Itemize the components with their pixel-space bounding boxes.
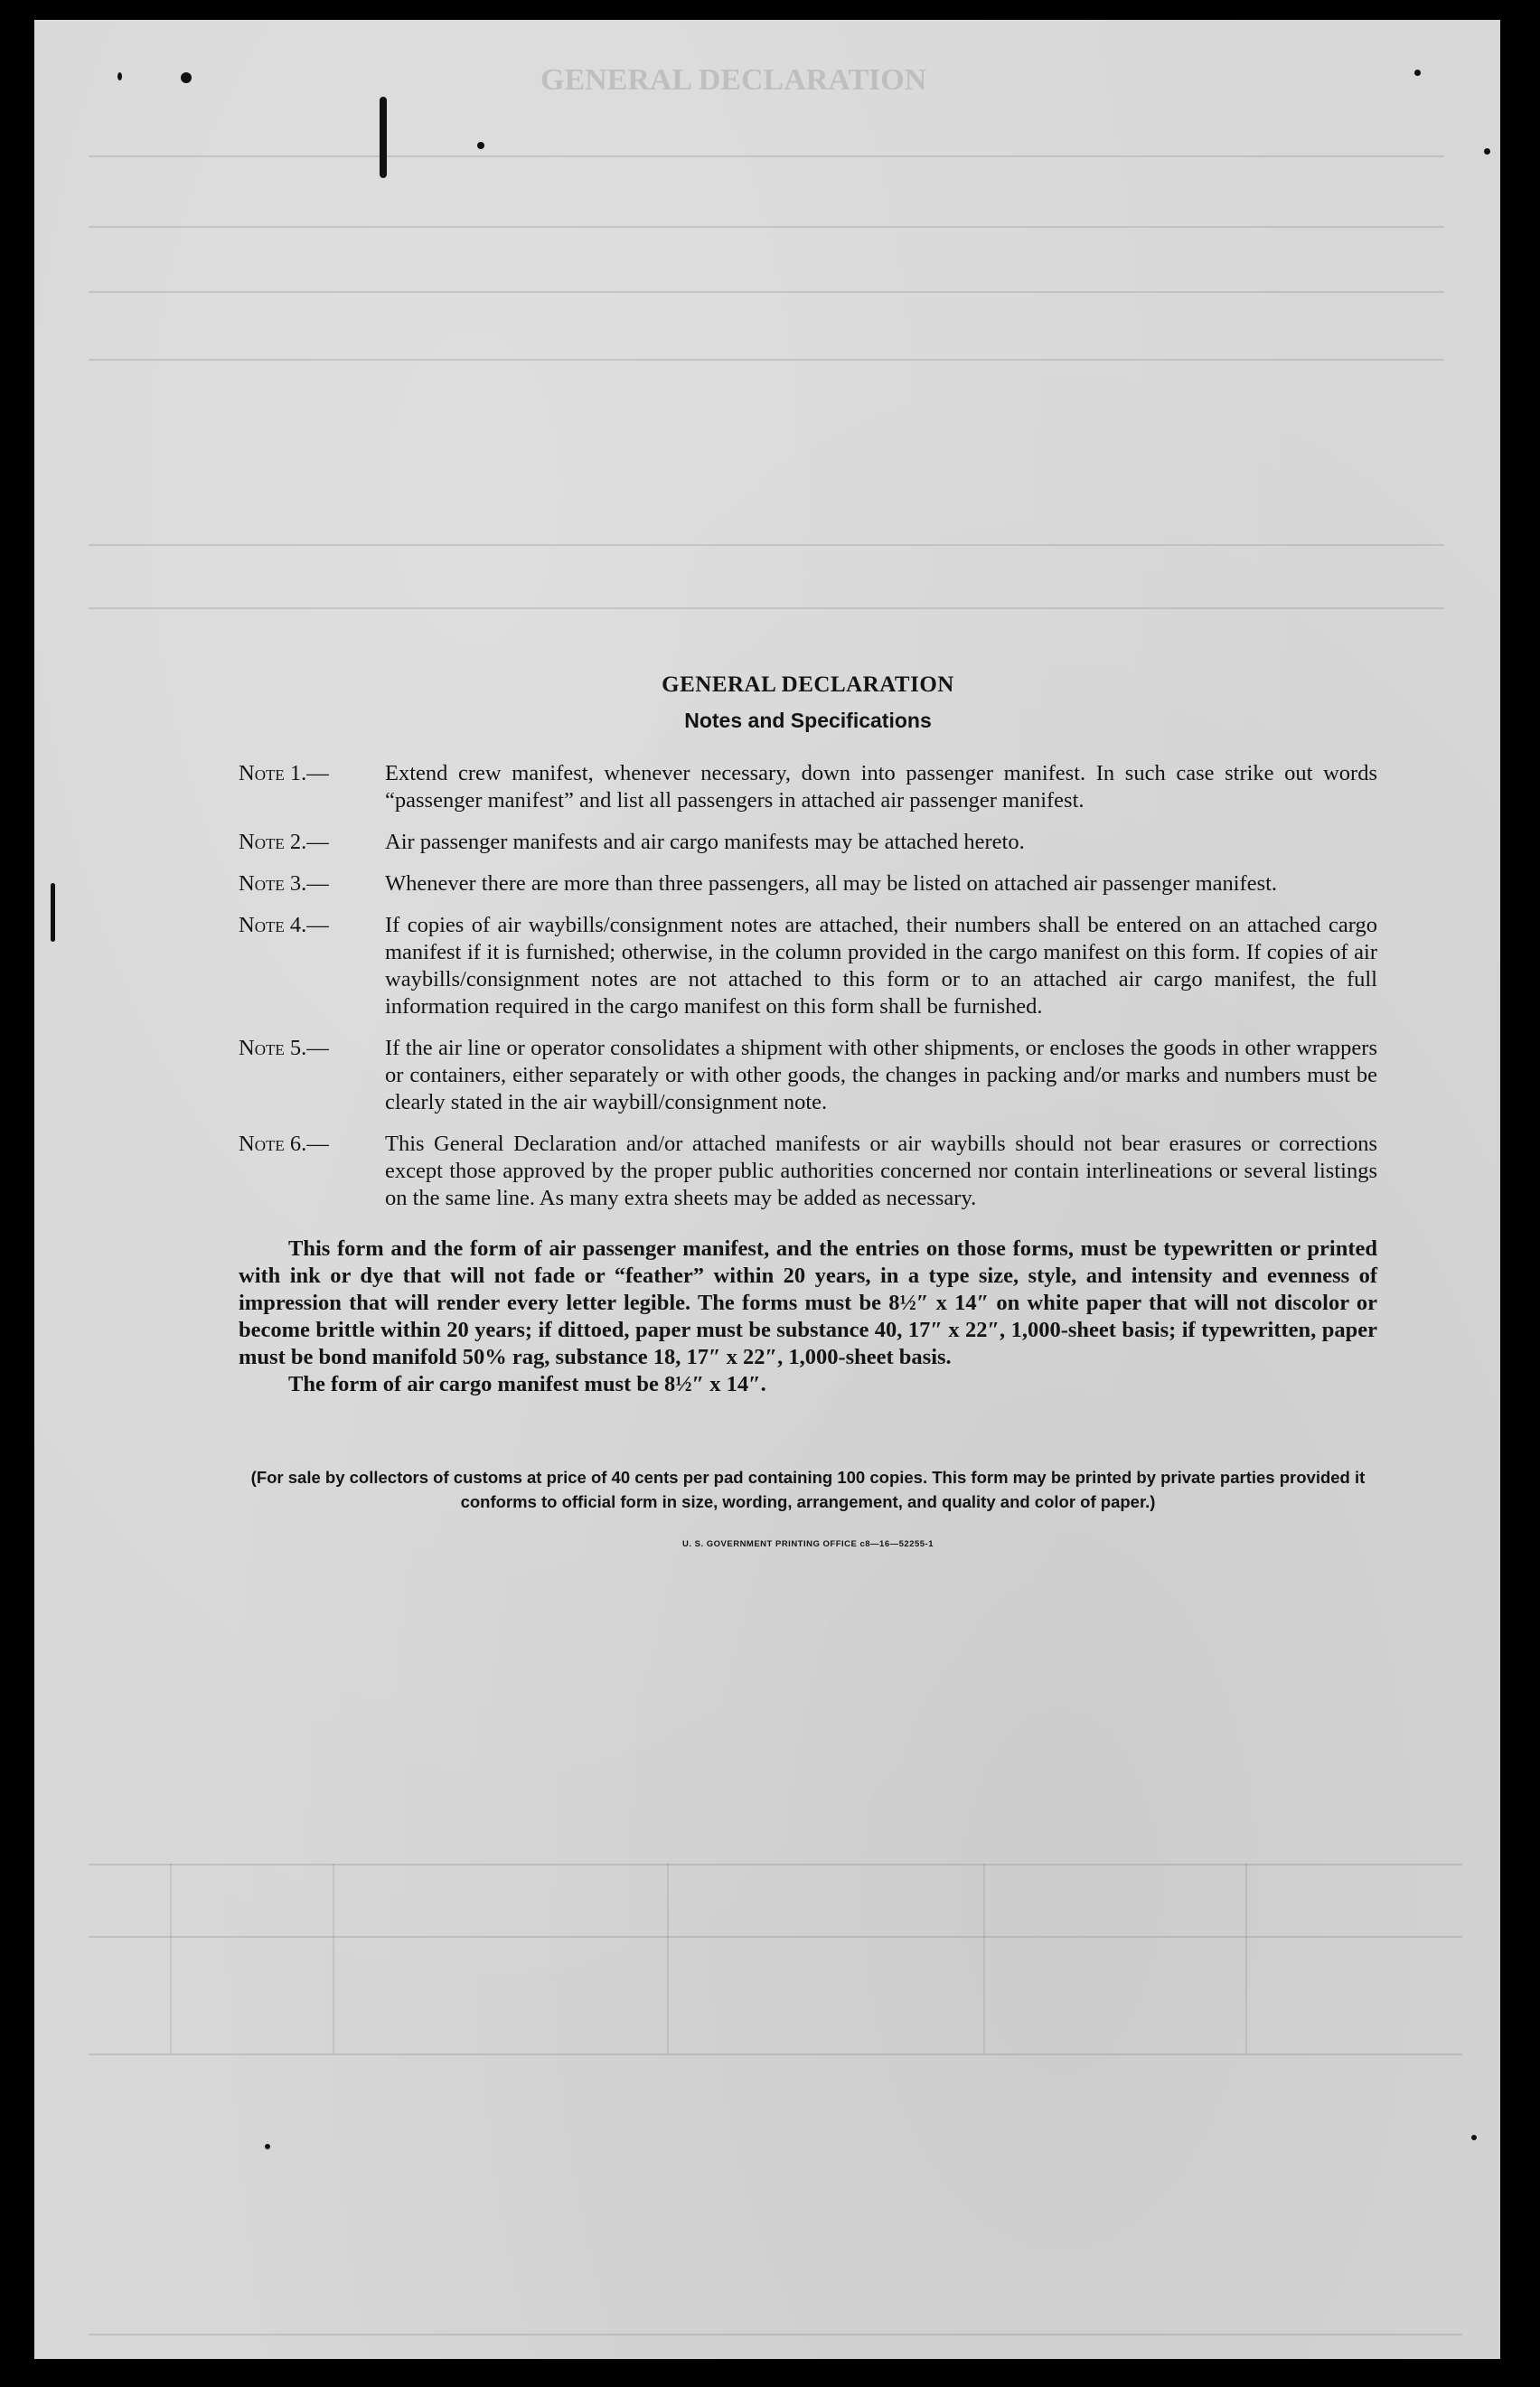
bleed-through-line [89,1864,1462,1865]
note-text: If the air line or operator consolidates a shipment with other shipments, or encloses the goods in other wrappers or containers, either separately or with other goods, the changes in packing and/or marks and numbers must be clearly stated in the air waybill/consignment note. [385,1036,1377,1114]
bleed-through-line [89,1936,1462,1938]
bleed-through-line [1245,1864,1247,2053]
note-2 [239,829,1377,856]
page-subtitle: Notes and Specifications [684,709,932,732]
bleed-through-line [89,359,1444,361]
cargo-manifest-size: The form of air cargo manifest must be 8½″ x 14″. [288,1372,766,1396]
ink-speck [477,142,484,149]
bleed-through-line [333,1864,334,2053]
ink-speck [1471,2135,1477,2140]
note-label: Note 2.— [239,830,329,854]
sale-notice: (For sale by collectors of customs at price of 40 cents per pad containing 100 copies. This form may be printed by private parties provided it conforms to official form in size, wording, arrangement, and quality and color of paper.) [250,1468,1366,1511]
ink-mark [380,97,387,178]
ink-speck [265,2144,270,2149]
bleed-through-line [89,2334,1462,2335]
note-3 [239,870,1377,897]
ink-speck [1484,148,1490,155]
notes-and-specifications [239,672,1377,1549]
form-requirements-paragraph: This form and the form of air passenger manifest, and the entries on those forms, must be typewritten or printed with ink or dye that will not fade or “feather” within 20 years, in a type size, style, and intensity and evenness of impression that will render every letter legible. The forms must be 8½″ x 14″ on white paper that will not discolor or become brittle within 20 years; if dittoed, paper must be substance 40, 17″ x 22″, 1,000-sheet basis; if typewritten, paper must be bond manifold 50% rag, substance 18, 17″ x 22″, 1,000-sheet basis. [239,1236,1377,1369]
bleed-through-line [89,291,1444,293]
note-label: Note 4.— [239,913,329,937]
bleed-through-line [89,226,1444,228]
bleed-through-line [170,1864,172,2053]
note-text: If copies of air waybills/consignment notes are attached, their numbers shall be entered on an attached cargo manifest if it is furnished; otherwise, in the column provided in the cargo manifest on this form. If copies of air waybills/consignment notes are not attached to this form or to an attached air cargo manifest, the full information required in the cargo manifest on this form shall be furnished. [385,913,1377,1019]
bleed-through-line [89,155,1444,157]
bleed-through-line [667,1864,669,2053]
note-text: Extend crew manifest, whenever necessary, down into passenger manifest. In such case strike out words “passenger manifest” and list all passengers in attached air passenger manifest. [385,761,1377,813]
document-page [34,20,1500,2359]
bleed-through-line [89,607,1444,609]
note-4 [239,912,1377,1020]
ink-speck [1414,70,1421,76]
printer-line: U. S. GOVERNMENT PRINTING OFFICE c8—16—52255-1 [682,1539,934,1549]
note-label: Note 5.— [239,1036,329,1060]
note-6 [239,1131,1377,1212]
page-title: GENERAL DECLARATION [662,672,954,697]
note-label: Note 3.— [239,871,329,896]
ink-speck [117,72,122,80]
note-text: Air passenger manifests and air cargo manifests may be attached hereto. [385,830,1025,854]
note-label: Note 6.— [239,1132,329,1156]
note-text: This General Declaration and/or attached manifests or air waybills should not bear erasures or corrections except those approved by the proper public authorities concerned nor contain interlineations or several listings on the same line. As many extra sheets may be added as necessary. [385,1132,1377,1210]
bleed-through-line [89,544,1444,546]
ink-mark [51,883,55,942]
note-label: Note 1.— [239,761,329,785]
bleed-through-text: GENERAL DECLARATION [540,63,927,97]
note-1 [239,760,1377,814]
note-5 [239,1035,1377,1116]
bleed-through-line [89,2053,1462,2055]
ink-speck [181,72,192,83]
note-text: Whenever there are more than three passengers, all may be listed on attached air passenger manifest. [385,871,1278,896]
bleed-through-line [983,1864,985,2053]
